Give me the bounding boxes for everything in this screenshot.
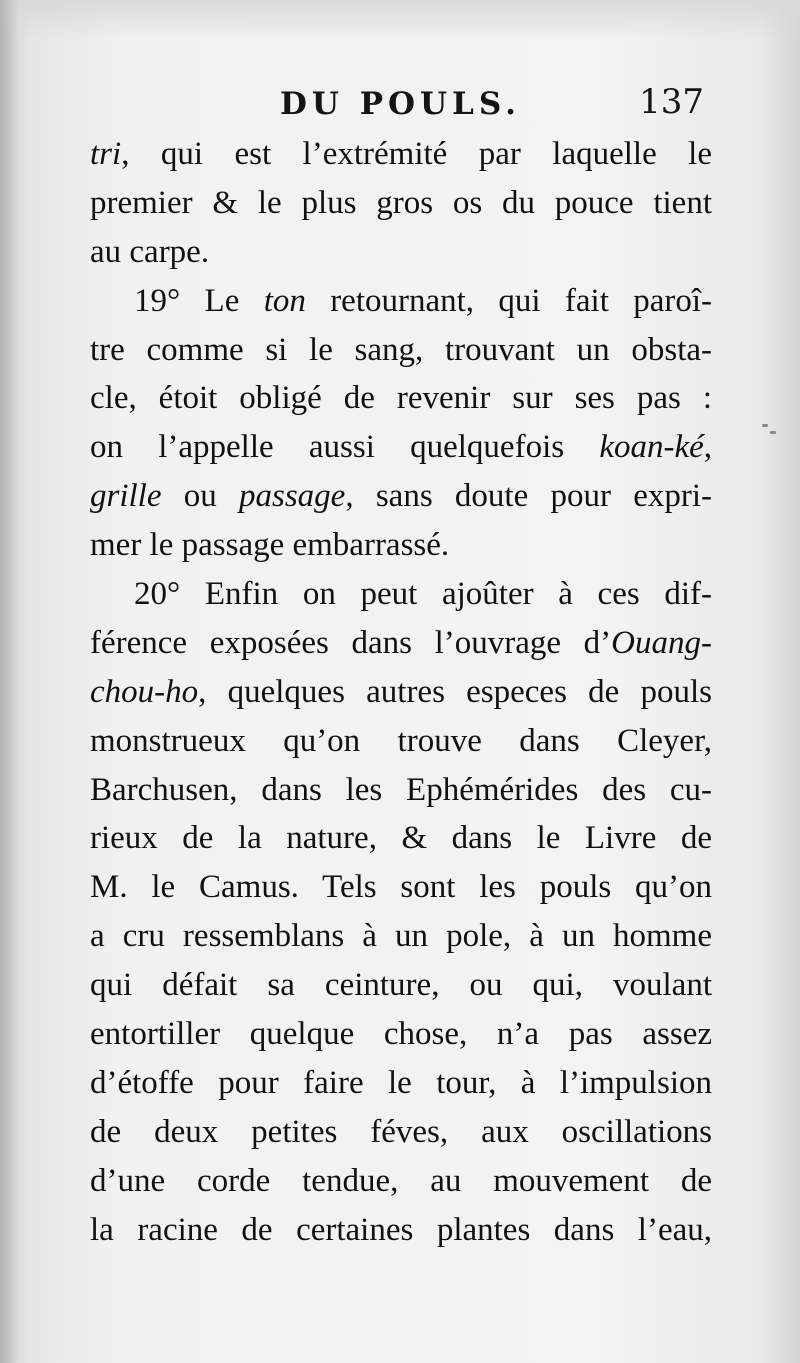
text-line: monstrueux qu’on trouve dans Cleyer, <box>90 722 712 759</box>
text-line: 19° Le ton retournant, qui fait paroî- <box>134 282 712 319</box>
text-line: chou-ho, quelques autres especes de pouls <box>90 673 712 710</box>
page-gutter-shadow <box>0 0 18 1363</box>
text-line: de deux petites féves, aux oscillations <box>90 1113 712 1150</box>
text-line: qui défait sa ceinture, ou qui, voulant <box>90 967 712 1004</box>
text-line: on l’appelle aussi quelquefois koan-ké, <box>90 429 712 466</box>
text-line: M. le Camus. Tels sont les pouls qu’on <box>90 869 712 906</box>
page-header <box>90 82 710 132</box>
text-line: d’une corde tendue, au mouvement de <box>90 1162 712 1199</box>
text-line: premier & le plus gros os du pouce tient <box>90 184 712 221</box>
text-line: la racine de certaines plantes dans l’eau, <box>90 1211 712 1248</box>
page-top-shadow <box>0 0 800 40</box>
text-line: au carpe. <box>90 233 210 270</box>
text-line: rieux de la nature, & dans le Livre de <box>90 820 712 857</box>
text-line: tri, qui est l’extrémité par laquelle le <box>90 136 712 172</box>
text-line: Barchusen, dans les Ephémérides des cu- <box>90 771 712 808</box>
body-text <box>90 130 712 1254</box>
text-line: d’étoffe pour faire le tour, à l’impulsion <box>90 1064 712 1101</box>
text-line: férence exposées dans l’ouvrage d’Ouang- <box>90 624 712 661</box>
text-line: 20° Enfin on peut ajoûter à ces dif- <box>134 576 712 613</box>
text-line: grille ou passage, sans doute pour expri- <box>90 478 713 515</box>
scan-speck <box>770 431 776 434</box>
text-line: a cru ressemblans à un pole, à un homme <box>90 918 712 955</box>
text-line: mer le passage embarrassé. <box>90 527 450 564</box>
text-line: cle, étoit obligé de revenir sur ses pas : <box>90 380 712 417</box>
running-head: DU POULS. <box>280 86 521 122</box>
page-number: 137 <box>639 82 704 122</box>
text-line: entortiller quelque chose, n’a pas assez <box>90 1016 712 1053</box>
scan-speck <box>762 424 768 427</box>
text-line: tre comme si le sang, trouvant un obsta- <box>90 331 712 368</box>
